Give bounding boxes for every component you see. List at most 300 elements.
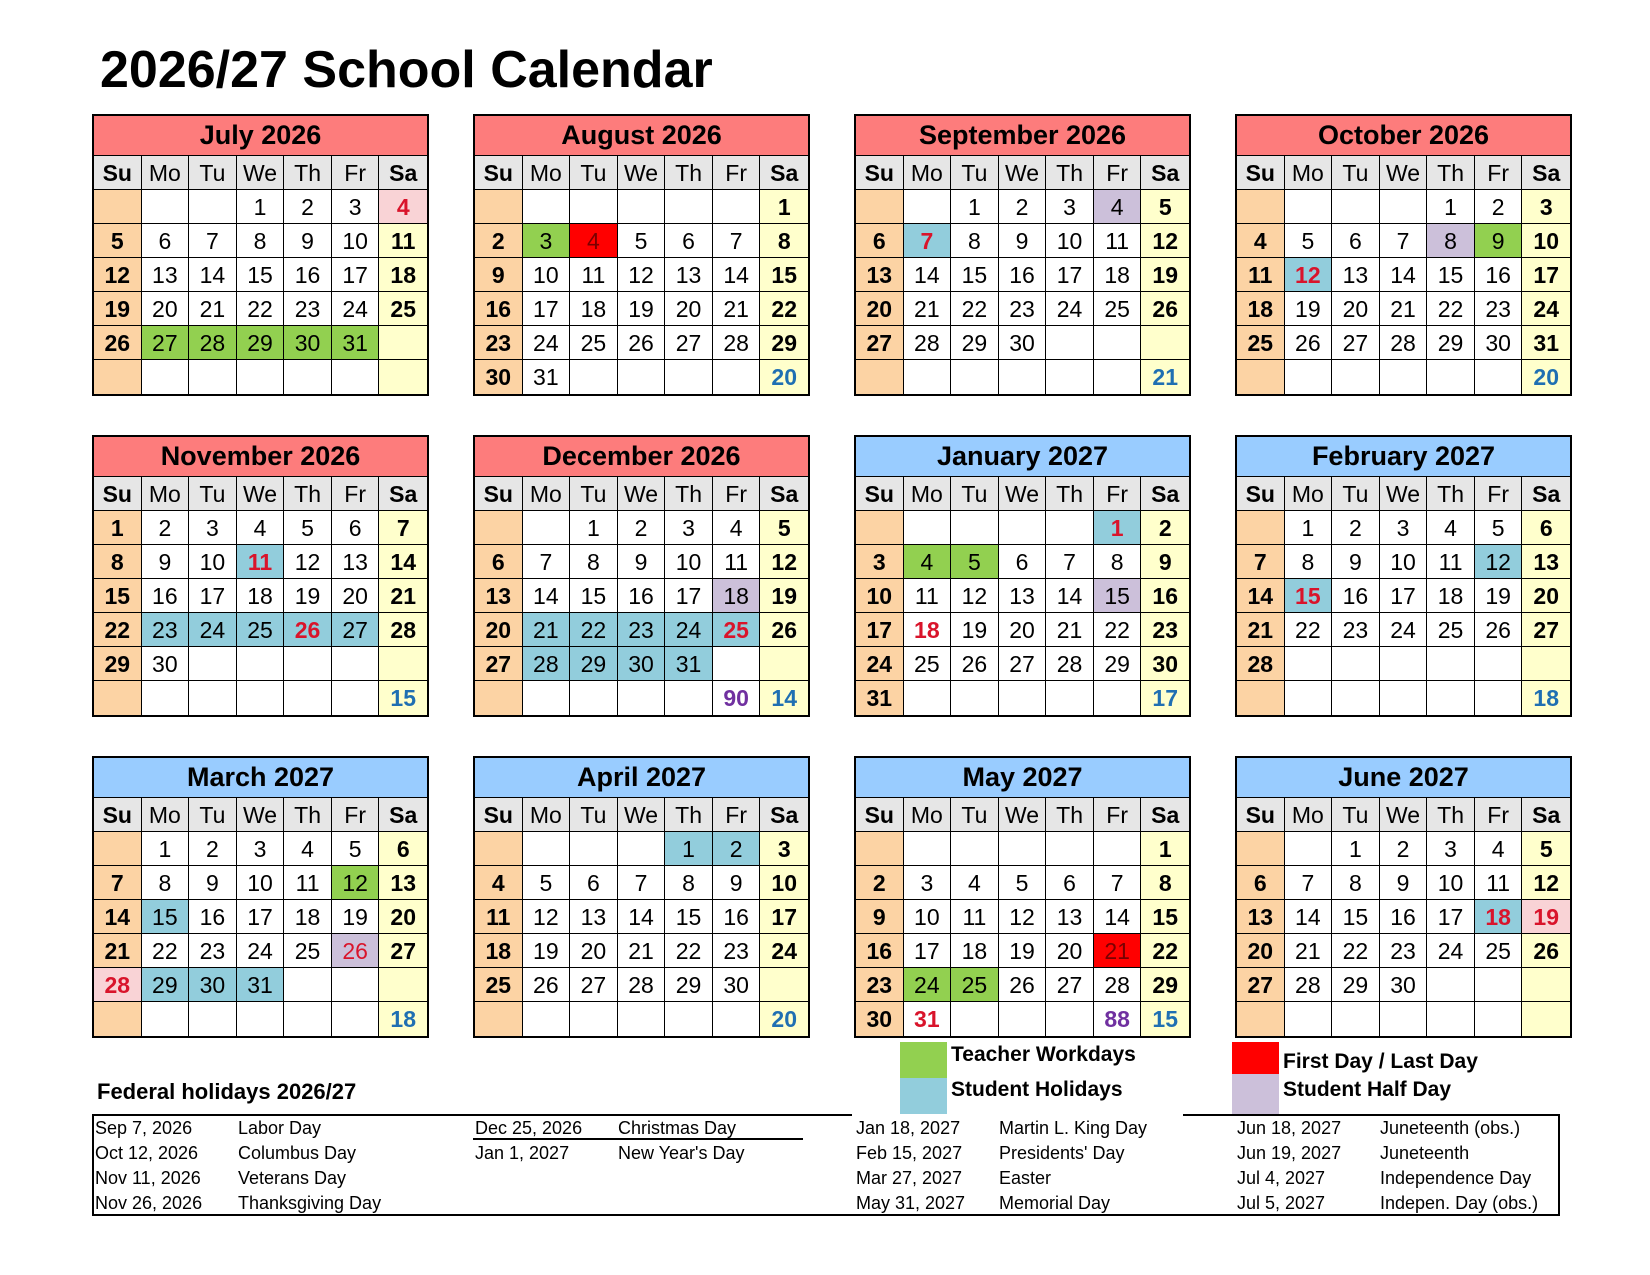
date-cell: 20 — [665, 292, 713, 326]
date-cell: 11 — [284, 866, 332, 900]
empty-cell — [332, 681, 380, 715]
month-7 — [1235, 435, 1572, 717]
day-name: Su — [475, 477, 523, 511]
date-cell: 21 — [189, 292, 237, 326]
empty-cell — [379, 360, 427, 394]
date-cell: 28 — [1094, 968, 1142, 1002]
date-cell: 28 — [94, 968, 142, 1002]
date-cell: 25 — [904, 647, 952, 681]
empty-cell — [904, 360, 952, 394]
day-name: Sa — [1141, 798, 1189, 832]
empty-cell — [1380, 681, 1428, 715]
date-cell: 1 — [142, 832, 190, 866]
empty-cell — [189, 1002, 237, 1036]
empty-cell — [523, 681, 571, 715]
day-name: Fr — [332, 156, 380, 190]
holiday-name: Thanksgiving Day — [238, 1193, 382, 1213]
date-cell: 7 — [618, 866, 666, 900]
date-cell: 7 — [94, 866, 142, 900]
day-name: Mo — [523, 156, 571, 190]
date-cell: 13 — [1046, 900, 1094, 934]
date-cell: 23 — [189, 934, 237, 968]
first-last-day-swatch — [1232, 1042, 1279, 1074]
date-cell: 15 — [94, 579, 142, 613]
date-cell: 17 — [1522, 258, 1570, 292]
date-cell: 2 — [856, 866, 904, 900]
holiday-name: Independence Day — [1380, 1168, 1532, 1188]
date-cell: 6 — [1237, 866, 1285, 900]
date-cell: 25 — [713, 613, 761, 647]
empty-cell — [332, 647, 380, 681]
date-cell: 9 — [475, 258, 523, 292]
date-cell: 17 — [189, 579, 237, 613]
holiday-name: Juneteenth (obs.) — [1380, 1118, 1521, 1138]
date-cell: 25 — [1237, 326, 1285, 360]
date-cell: 8 — [1094, 545, 1142, 579]
date-cell: 31 — [904, 1002, 952, 1036]
day-name: Su — [856, 798, 904, 832]
date-cell: 22 — [237, 292, 285, 326]
date-cell: 26 — [523, 968, 571, 1002]
date-cell: 16 — [284, 258, 332, 292]
day-name: Mo — [523, 477, 571, 511]
date-cell: 10 — [665, 545, 713, 579]
date-cell: 15 — [142, 900, 190, 934]
day-name: Mo — [904, 798, 952, 832]
date-cell: 3 — [1380, 511, 1428, 545]
date-cell: 22 — [1285, 613, 1333, 647]
date-cell: 18 — [1475, 900, 1523, 934]
empty-cell — [523, 832, 571, 866]
day-name: Tu — [1332, 156, 1380, 190]
empty-cell — [1046, 1002, 1094, 1036]
empty-cell — [523, 511, 571, 545]
date-cell: 10 — [760, 866, 808, 900]
date-cell: 25 — [1094, 292, 1142, 326]
month-title: June 2027 — [1237, 758, 1570, 798]
empty-cell — [618, 190, 666, 224]
day-name: Tu — [951, 798, 999, 832]
date-cell: 9 — [856, 900, 904, 934]
date-cell: 3 — [523, 224, 571, 258]
date-cell: 27 — [856, 326, 904, 360]
day-name: Su — [856, 477, 904, 511]
date-cell: 1 — [951, 190, 999, 224]
date-cell: 2 — [1380, 832, 1428, 866]
date-cell: 11 — [713, 545, 761, 579]
day-name: Fr — [713, 798, 761, 832]
empty-cell — [379, 326, 427, 360]
empty-cell — [618, 681, 666, 715]
date-cell: 13 — [1332, 258, 1380, 292]
day-name: Fr — [1094, 798, 1142, 832]
date-cell: 4 — [1094, 190, 1142, 224]
empty-cell — [475, 1002, 523, 1036]
date-cell: 22 — [570, 613, 618, 647]
date-cell: 7 — [189, 224, 237, 258]
date-cell: 24 — [760, 934, 808, 968]
date-cell: 28 — [713, 326, 761, 360]
day-name: We — [618, 156, 666, 190]
date-cell: 5 — [94, 224, 142, 258]
date-cell: 18 — [1427, 579, 1475, 613]
date-cell: 24 — [904, 968, 952, 1002]
day-name: Tu — [570, 156, 618, 190]
empty-cell — [523, 190, 571, 224]
date-cell: 19 — [1475, 579, 1523, 613]
date-cell: 19 — [1141, 258, 1189, 292]
date-cell: 12 — [1475, 545, 1523, 579]
empty-cell — [332, 360, 380, 394]
empty-cell — [284, 968, 332, 1002]
date-cell: 14 — [904, 258, 952, 292]
date-cell: 1 — [570, 511, 618, 545]
date-cell: 11 — [904, 579, 952, 613]
date-cell: 1 — [94, 511, 142, 545]
day-name: Sa — [1522, 477, 1570, 511]
day-name: Mo — [904, 477, 952, 511]
date-cell: 4 — [1427, 511, 1475, 545]
date-cell: 25 — [570, 326, 618, 360]
date-cell: 13 — [1237, 900, 1285, 934]
empty-cell — [1285, 681, 1333, 715]
date-cell: 3 — [189, 511, 237, 545]
date-cell: 13 — [379, 866, 427, 900]
date-cell: 8 — [665, 866, 713, 900]
empty-cell — [94, 1002, 142, 1036]
day-name: Su — [94, 798, 142, 832]
date-cell: 7 — [379, 511, 427, 545]
date-cell: 18 — [284, 900, 332, 934]
date-cell: 16 — [189, 900, 237, 934]
date-cell: 12 — [284, 545, 332, 579]
date-cell: 3 — [1522, 190, 1570, 224]
empty-cell — [618, 832, 666, 866]
date-cell: 19 — [760, 579, 808, 613]
date-cell: 20 — [1522, 579, 1570, 613]
date-cell: 9 — [142, 545, 190, 579]
date-cell: 23 — [1475, 292, 1523, 326]
date-cell: 19 — [523, 934, 571, 968]
empty-cell — [665, 1002, 713, 1036]
date-cell: 3 — [332, 190, 380, 224]
day-name: Su — [94, 477, 142, 511]
date-cell: 14 — [713, 258, 761, 292]
date-cell: 2 — [1475, 190, 1523, 224]
empty-cell — [1332, 190, 1380, 224]
date-cell: 31 — [523, 360, 571, 394]
empty-cell — [1475, 647, 1523, 681]
date-cell: 5 — [1141, 190, 1189, 224]
holiday-date: May 31, 2027 — [856, 1193, 966, 1213]
date-cell: 19 — [618, 292, 666, 326]
date-cell: 3 — [1427, 832, 1475, 866]
day-name: Sa — [379, 798, 427, 832]
day-name: Sa — [1141, 477, 1189, 511]
date-cell: 5 — [999, 866, 1047, 900]
month-title: December 2026 — [475, 437, 808, 477]
date-cell: 8 — [1427, 224, 1475, 258]
empty-cell — [570, 360, 618, 394]
date-cell: 13 — [856, 258, 904, 292]
date-cell: 23 — [1141, 613, 1189, 647]
date-cell: 16 — [1380, 900, 1428, 934]
date-cell: 19 — [94, 292, 142, 326]
empty-cell — [94, 681, 142, 715]
date-cell: 10 — [523, 258, 571, 292]
empty-cell — [618, 360, 666, 394]
date-cell: 14 — [1380, 258, 1428, 292]
month-title: September 2026 — [856, 116, 1189, 156]
day-name: Tu — [189, 477, 237, 511]
legend-student-holidays: Student Holidays — [951, 1078, 1123, 1101]
day-name: Mo — [1285, 156, 1333, 190]
empty-cell — [1332, 360, 1380, 394]
school-day-count: 15 — [1141, 1002, 1189, 1036]
empty-cell — [1427, 1002, 1475, 1036]
empty-cell — [237, 360, 285, 394]
holiday-date: Dec 25, 2026 — [475, 1118, 583, 1138]
day-name: Sa — [1522, 156, 1570, 190]
date-cell: 11 — [951, 900, 999, 934]
date-cell: 13 — [332, 545, 380, 579]
date-cell: 30 — [475, 360, 523, 394]
date-cell: 5 — [1522, 832, 1570, 866]
date-cell: 26 — [1475, 613, 1523, 647]
month-2 — [854, 114, 1191, 396]
date-cell: 22 — [665, 934, 713, 968]
empty-cell — [1332, 647, 1380, 681]
empty-cell — [904, 190, 952, 224]
date-cell: 4 — [379, 190, 427, 224]
empty-cell — [189, 360, 237, 394]
month-title: July 2026 — [94, 116, 427, 156]
empty-cell — [523, 1002, 571, 1036]
month-title: February 2027 — [1237, 437, 1570, 477]
date-cell: 8 — [951, 224, 999, 258]
holiday-name: New Year's Day — [618, 1143, 745, 1163]
empty-cell — [570, 190, 618, 224]
date-cell: 15 — [1332, 900, 1380, 934]
date-cell: 3 — [665, 511, 713, 545]
date-cell: 1 — [237, 190, 285, 224]
empty-cell — [1237, 360, 1285, 394]
date-cell: 10 — [1522, 224, 1570, 258]
date-cell: 11 — [1237, 258, 1285, 292]
empty-cell — [142, 681, 190, 715]
date-cell: 26 — [284, 613, 332, 647]
date-cell: 24 — [1522, 292, 1570, 326]
holiday-date: Nov 11, 2026 — [95, 1168, 201, 1188]
day-name: Su — [1237, 798, 1285, 832]
empty-cell — [999, 1002, 1047, 1036]
date-cell: 9 — [284, 224, 332, 258]
date-cell: 6 — [999, 545, 1047, 579]
empty-cell — [94, 190, 142, 224]
school-day-count: 15 — [379, 681, 427, 715]
date-cell: 26 — [760, 613, 808, 647]
date-cell: 29 — [665, 968, 713, 1002]
empty-cell — [665, 190, 713, 224]
school-day-count: 20 — [1522, 360, 1570, 394]
date-cell: 24 — [856, 647, 904, 681]
holiday-name: Veterans Day — [238, 1168, 347, 1188]
date-cell: 6 — [1046, 866, 1094, 900]
date-cell: 16 — [1141, 579, 1189, 613]
day-name: Tu — [570, 798, 618, 832]
date-cell: 13 — [999, 579, 1047, 613]
empty-cell — [284, 1002, 332, 1036]
empty-cell — [951, 832, 999, 866]
date-cell: 30 — [856, 1002, 904, 1036]
date-cell: 15 — [951, 258, 999, 292]
day-name: Mo — [142, 798, 190, 832]
empty-cell — [1522, 647, 1570, 681]
date-cell: 18 — [237, 579, 285, 613]
date-cell: 14 — [1237, 579, 1285, 613]
day-name: Tu — [189, 798, 237, 832]
date-cell: 2 — [189, 832, 237, 866]
date-cell: 18 — [1094, 258, 1142, 292]
date-cell: 23 — [856, 968, 904, 1002]
empty-cell — [1475, 1002, 1523, 1036]
date-cell: 18 — [713, 579, 761, 613]
empty-cell — [1285, 647, 1333, 681]
date-cell: 29 — [1332, 968, 1380, 1002]
day-name: Su — [856, 156, 904, 190]
holiday-name: Christmas Day — [618, 1118, 737, 1138]
day-name: We — [1380, 798, 1428, 832]
date-cell: 6 — [1522, 511, 1570, 545]
date-cell: 12 — [951, 579, 999, 613]
date-cell: 6 — [665, 224, 713, 258]
month-title: October 2026 — [1237, 116, 1570, 156]
empty-cell — [713, 1002, 761, 1036]
date-cell: 7 — [523, 545, 571, 579]
date-cell: 14 — [523, 579, 571, 613]
empty-cell — [1427, 360, 1475, 394]
date-cell: 24 — [332, 292, 380, 326]
date-cell: 21 — [713, 292, 761, 326]
school-day-count: 20 — [760, 1002, 808, 1036]
day-name: Sa — [760, 798, 808, 832]
date-cell: 7 — [904, 224, 952, 258]
empty-cell — [1237, 511, 1285, 545]
day-name: Th — [1046, 156, 1094, 190]
date-cell: 28 — [1046, 647, 1094, 681]
empty-cell — [999, 360, 1047, 394]
date-cell: 12 — [523, 900, 571, 934]
empty-cell — [1380, 1002, 1428, 1036]
date-cell: 15 — [760, 258, 808, 292]
day-name: We — [618, 798, 666, 832]
date-cell: 6 — [1332, 224, 1380, 258]
date-cell: 2 — [999, 190, 1047, 224]
date-cell: 14 — [618, 900, 666, 934]
day-name: We — [237, 156, 285, 190]
date-cell: 8 — [570, 545, 618, 579]
date-cell: 6 — [856, 224, 904, 258]
date-cell: 19 — [284, 579, 332, 613]
school-day-count: 18 — [379, 1002, 427, 1036]
holiday-name: Labor Day — [238, 1118, 322, 1138]
semester-total: 90 — [713, 681, 761, 715]
day-name: Fr — [1475, 156, 1523, 190]
date-cell: 31 — [665, 647, 713, 681]
empty-cell — [951, 360, 999, 394]
date-cell: 11 — [379, 224, 427, 258]
date-cell: 14 — [1285, 900, 1333, 934]
date-cell: 9 — [1141, 545, 1189, 579]
date-cell: 9 — [1380, 866, 1428, 900]
day-name: Th — [665, 798, 713, 832]
empty-cell — [1380, 647, 1428, 681]
day-name: Mo — [523, 798, 571, 832]
empty-cell — [1094, 832, 1142, 866]
date-cell: 23 — [142, 613, 190, 647]
date-cell: 12 — [618, 258, 666, 292]
month-0 — [92, 114, 429, 396]
legend-student-half-day: Student Half Day — [1283, 1078, 1452, 1101]
day-name: Su — [94, 156, 142, 190]
date-cell: 25 — [237, 613, 285, 647]
date-cell: 16 — [142, 579, 190, 613]
date-cell: 8 — [237, 224, 285, 258]
date-cell: 15 — [1285, 579, 1333, 613]
empty-cell — [570, 1002, 618, 1036]
date-cell: 17 — [523, 292, 571, 326]
empty-cell — [713, 647, 761, 681]
empty-cell — [189, 190, 237, 224]
day-name: Su — [1237, 477, 1285, 511]
school-day-count: 21 — [1141, 360, 1189, 394]
date-cell: 4 — [1237, 224, 1285, 258]
empty-cell — [1094, 326, 1142, 360]
empty-cell — [1475, 360, 1523, 394]
date-cell: 29 — [142, 968, 190, 1002]
date-cell: 21 — [904, 292, 952, 326]
date-cell: 5 — [618, 224, 666, 258]
month-6 — [854, 435, 1191, 717]
day-name: Th — [1046, 798, 1094, 832]
day-name: We — [999, 477, 1047, 511]
date-cell: 22 — [142, 934, 190, 968]
date-cell: 10 — [856, 579, 904, 613]
date-cell: 1 — [1094, 511, 1142, 545]
day-name: We — [999, 156, 1047, 190]
date-cell: 23 — [284, 292, 332, 326]
empty-cell — [1237, 1002, 1285, 1036]
empty-cell — [1141, 326, 1189, 360]
empty-cell — [999, 832, 1047, 866]
date-cell: 7 — [1380, 224, 1428, 258]
month-10 — [854, 756, 1191, 1038]
date-cell: 24 — [665, 613, 713, 647]
date-cell: 29 — [760, 326, 808, 360]
date-cell: 20 — [1237, 934, 1285, 968]
empty-cell — [284, 681, 332, 715]
date-cell: 26 — [951, 647, 999, 681]
day-name: Sa — [760, 156, 808, 190]
month-8 — [92, 756, 429, 1038]
date-cell: 30 — [284, 326, 332, 360]
date-cell: 29 — [94, 647, 142, 681]
date-cell: 30 — [1380, 968, 1428, 1002]
holiday-date: Sep 7, 2026 — [95, 1118, 193, 1138]
date-cell: 5 — [1475, 511, 1523, 545]
empty-cell — [1285, 1002, 1333, 1036]
date-cell: 3 — [1046, 190, 1094, 224]
